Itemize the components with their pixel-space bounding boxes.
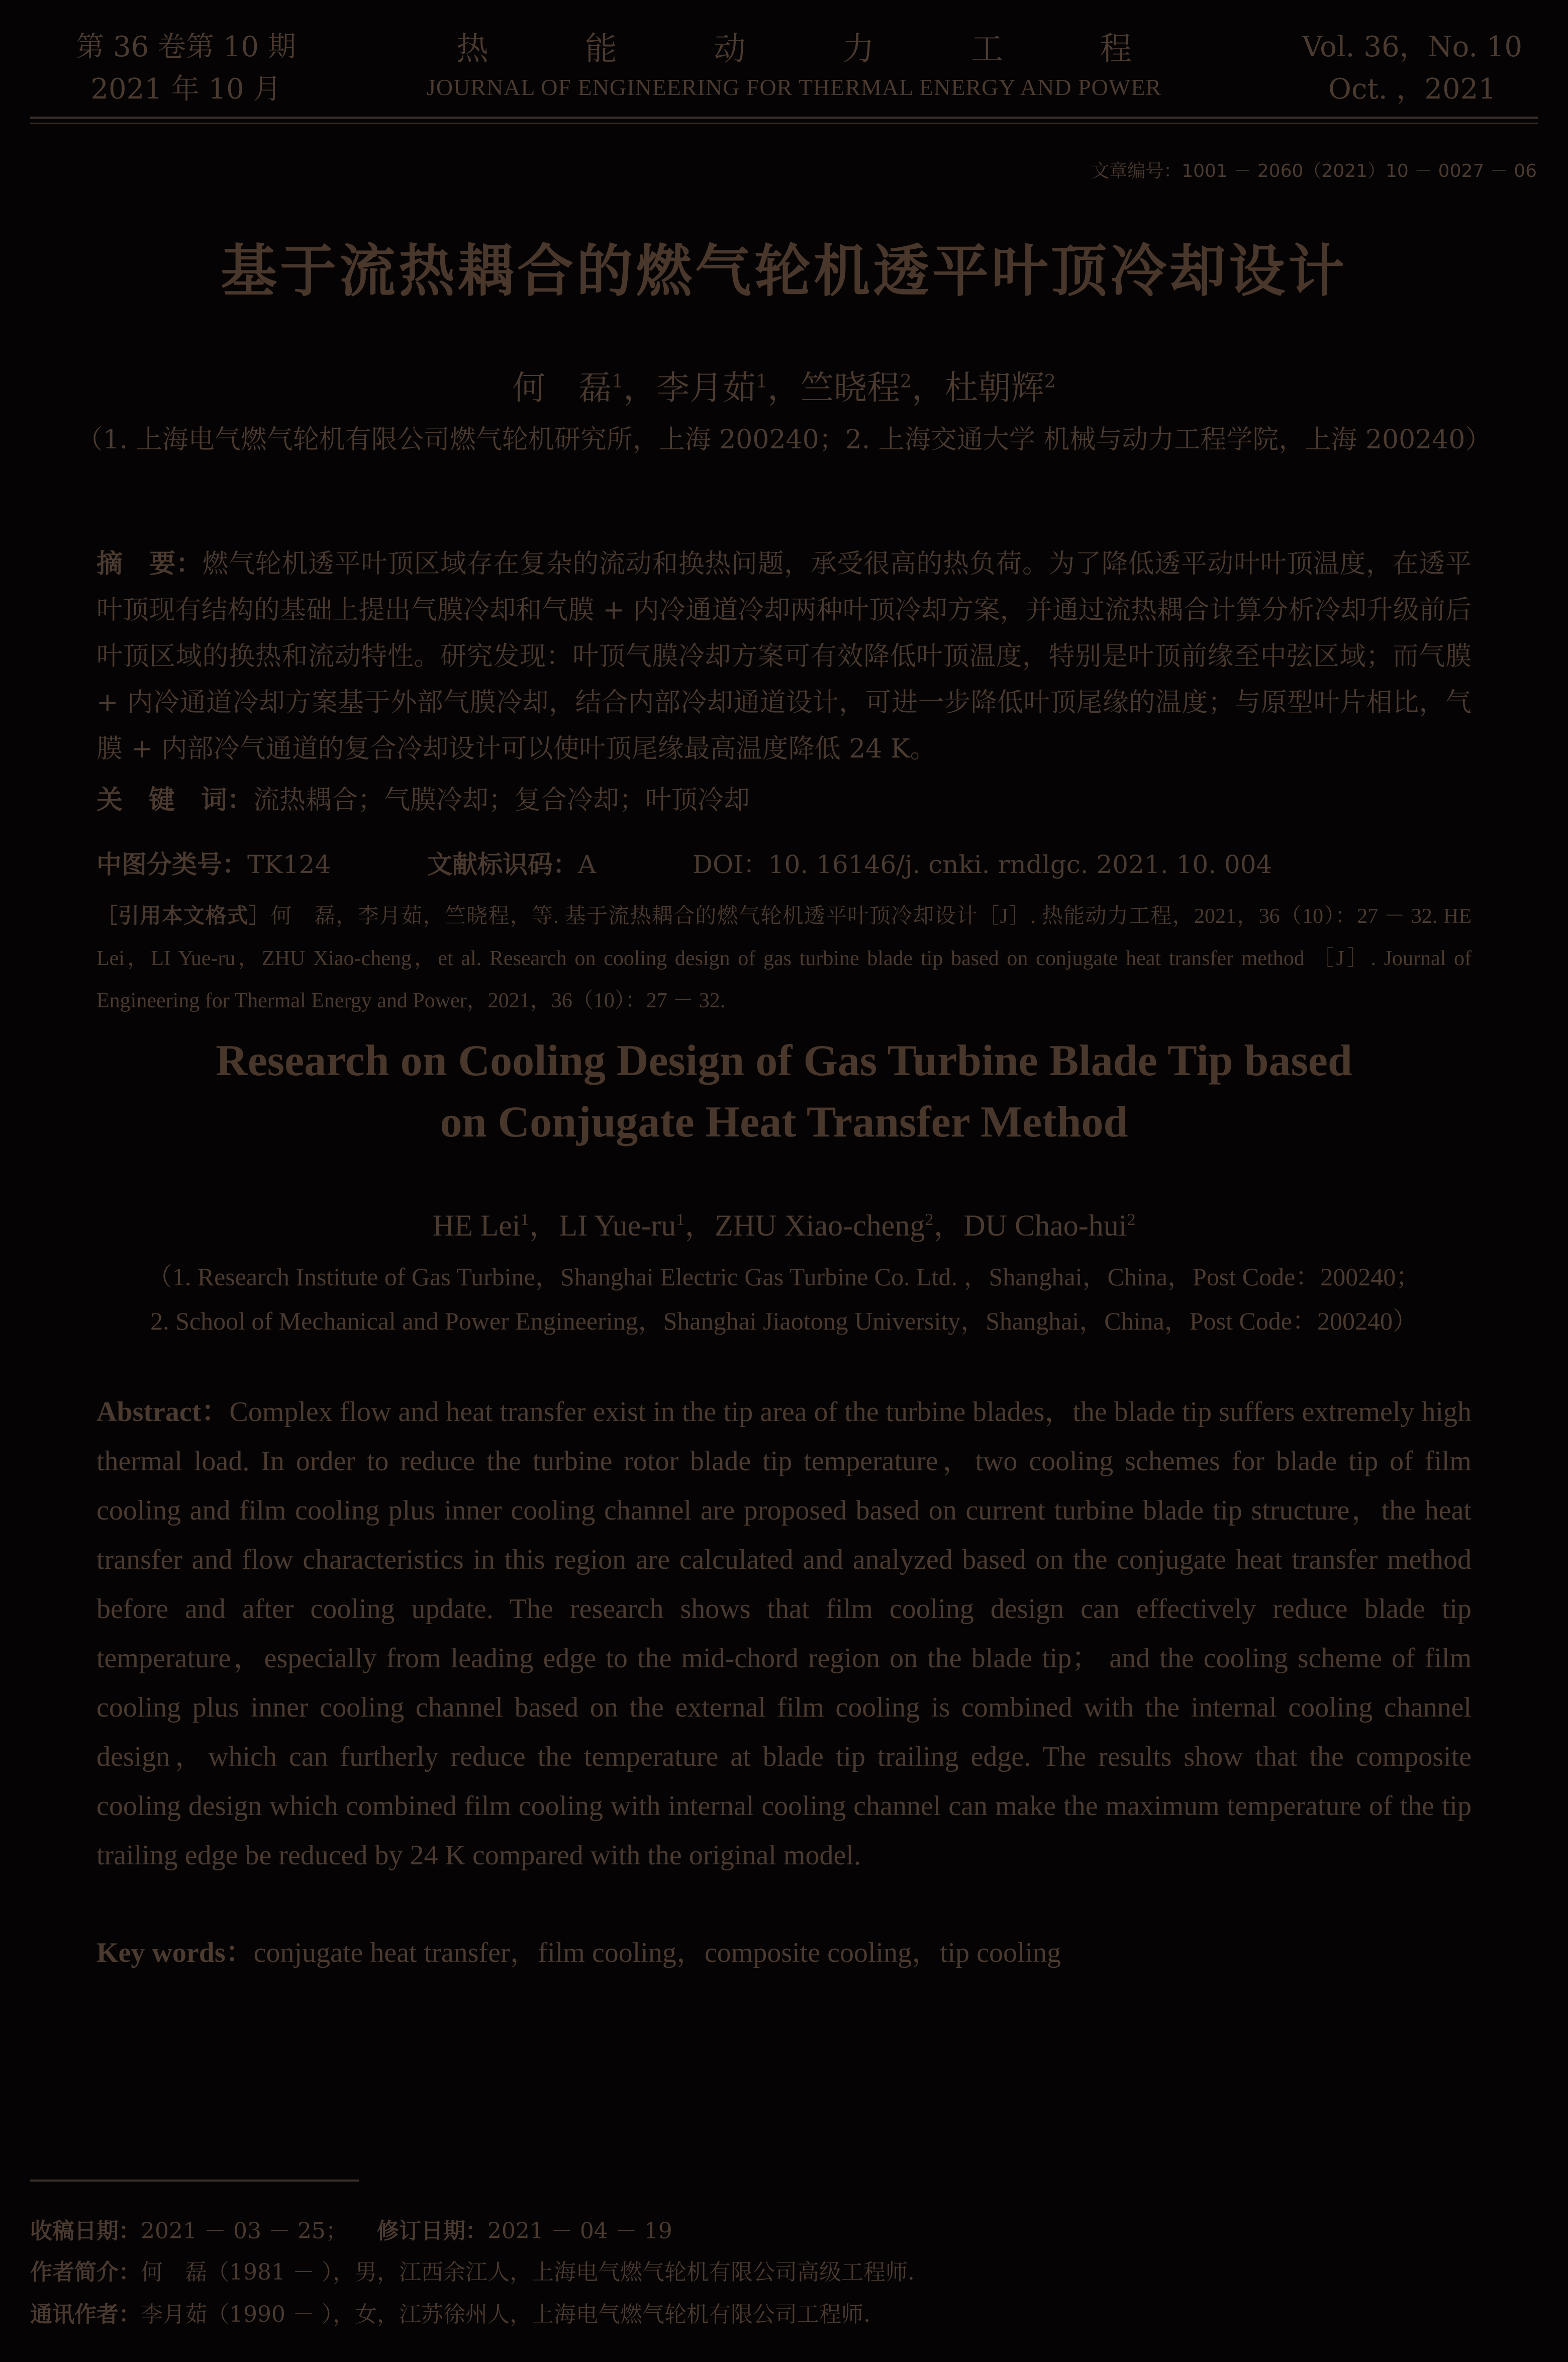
author-name-en: ZHU Xiao-cheng xyxy=(715,1209,925,1242)
citation-format xyxy=(96,895,1472,1022)
date-en: Oct. ，2021 xyxy=(1328,73,1496,106)
bio-text: 何 磊（1981 － ），男，江西余江人，上海电气燃气轮机有限公司高级工程师. xyxy=(141,2259,915,2285)
author-aff: 1 xyxy=(612,371,624,392)
author-aff: 2 xyxy=(1044,371,1056,392)
abstract-en-label: Abstract： xyxy=(96,1396,230,1428)
volume-issue-en: Vol. 36，No. 10 xyxy=(1302,31,1523,63)
footnote-dates xyxy=(30,2213,1538,2245)
affiliation-en-line1: （1. Research Institute of Gas Turbine，Shanghai Electric Gas Turbine Co. Ltd. ，Shanghai，China，Post Code：200240； xyxy=(147,1263,1421,1291)
doi: DOI：10. 16146/j. cnki. rndlgc. 2021. 10. 004 xyxy=(692,850,1272,879)
abstract-en xyxy=(96,1387,1472,1880)
author-aff-en: 1 xyxy=(520,1210,529,1229)
citation-label: ［引用本文格式］ xyxy=(96,903,271,928)
keywords-cn xyxy=(96,777,1472,823)
author-aff: 1 xyxy=(756,371,767,392)
author-aff-en: 1 xyxy=(676,1210,685,1229)
article-number: 文章编号：1001 － 2060（2021）10 － 0027 － 06 xyxy=(1091,161,1537,181)
revised-label: 修订日期： xyxy=(376,2218,487,2244)
author-aff-en: 2 xyxy=(1127,1210,1136,1229)
date-cn: 2021 年 10 月 xyxy=(90,73,281,106)
doc-code-value: A xyxy=(577,850,597,879)
journal-title-en: JOURNAL OF ENGINEERING FOR THERMAL ENERGY AND POWER xyxy=(426,74,1162,100)
author-list-en: HE Lei$^1$，LI Yue-$ru^1$，ZHU Xiao-cheng$^2$，DU Chao-hui$^2$ xyxy=(432,1209,1136,1242)
clc-value: TK124 xyxy=(247,850,331,879)
header-rule-top xyxy=(30,117,1538,119)
affiliation-cn: （1. 上海电气燃气轮机有限公司燃气轮机研究所，上海 200240；2. 上海交通大学 机械与动力工程学院，上海 200240） xyxy=(76,425,1492,455)
author-name-en: LI Yue-ru xyxy=(559,1209,676,1242)
volume-issue-cn: 第 36 卷第 10 期 xyxy=(76,31,296,63)
footnote-corresponding xyxy=(30,2296,1538,2328)
clc-label: 中图分类号： xyxy=(96,850,247,879)
keywords-en-text: conjugate heat transfer，film cooling，composite cooling，tip cooling xyxy=(253,1937,1061,1968)
abstract-cn-label: 摘 要： xyxy=(96,549,203,579)
keywords-en xyxy=(96,1928,1472,1977)
paper-title-cn: 基于流热耦合的燃气轮机透平叶顶冷却设计 xyxy=(221,239,1347,304)
paper-title-en xyxy=(0,1030,1568,1153)
footnote-rule xyxy=(30,2180,359,2182)
abstract-cn xyxy=(96,541,1472,772)
keywords-en-label: Key words： xyxy=(96,1937,254,1968)
paper-title-en-line2: on Conjugate Heat Transfer Method xyxy=(440,1098,1128,1147)
citation-text: 何 磊，李月茹，竺晓程，等. 基于流热耦合的燃气轮机透平叶顶冷却设计［J］. 热能动力工程，2021，36（10）：27 － 32. HE Lei，LI Yue-ru，ZHU Xiao-cheng，et al. Research on cooling design of gas turbine blade tip based on conjugate heat transfer method ［J］. Journal of Engineering for Thermal Energy and Power，2021，36（10）：27 － 32. xyxy=(96,905,1472,1012)
abstract-en-text: Complex flow and heat transfer exist in the tip area of the turbine blades，the blade tip suffers extremely high thermal load. In order to reduce the turbine rotor blade tip temperature，two cooling schemes for blade tip of film cooling and film cooling plus inner cooling channel are proposed based on current turbine blade tip structure，the heat transfer and flow characteristics in this region are calculated and analyzed based on the conjugate heat transfer method before and after cooling update. The research shows that film cooling design can effectively reduce blade tip temperature，especially from leading edge to the mid-chord region on the blade tip； and the cooling scheme of film cooling plus inner cooling channel based on the external film cooling is combined with the internal cooling channel design，which can furtherly reduce the temperature at blade tip trailing edge. The results show that the composite cooling design which combined film cooling with internal cooling channel can make the maximum temperature of the tip trailing edge be reduced by 24 K compared with the original model. xyxy=(96,1396,1472,1871)
doc-code-label: 文献标识码： xyxy=(427,850,578,879)
abstract-cn-text: 燃气轮机透平叶顶区域存在复杂的流动和换热问题，承受很高的热负荷。为了降低透平动叶叶顶温度，在透平叶顶现有结构的基础上提出气膜冷却和气膜 + 内冷通道冷却两种叶顶冷却方案，并通过流热耦合计算分析冷却升级前后叶顶区域的换热和流动特性。研究发现：叶顶气膜冷却方案可有效降低叶顶温度，特别是叶顶前缘至中弦区域；而气膜 + 内冷通道冷却方案基于外部气膜冷却，结合内部冷却通道设计，可进一步降低叶顶尾缘的温度；与原型叶片相比，气膜 + 内部冷气通道的复合冷却设计可以使叶顶尾缘最高温度降低 24 K。 xyxy=(96,549,1472,764)
author-name: 李月茹 xyxy=(656,368,756,407)
received-label: 收稿日期： xyxy=(30,2218,141,2244)
keywords-cn-text: 流热耦合；气膜冷却；复合冷却；叶顶冷却 xyxy=(253,785,750,815)
corresponding-label: 通讯作者： xyxy=(30,2302,141,2327)
received-date: 2021 － 03 － 25； xyxy=(141,2218,348,2244)
author-list-cn: 何 磊$^1$，李月茹$^1$，竺晓程$^2$，杜朝辉$^2$ xyxy=(512,368,1056,407)
classification-line xyxy=(96,844,1472,881)
affiliation-en xyxy=(0,1255,1568,1343)
affiliation-en-line2: 2. School of Mechanical and Power Engineering，Shanghai Jiaotong University，Shanghai，China，Post Code：200240） xyxy=(150,1307,1418,1335)
revised-date: 2021 － 04 － 19 xyxy=(487,2218,672,2244)
author-name: 杜朝辉 xyxy=(944,368,1044,407)
journal-title xyxy=(352,26,1236,103)
author-name: 何 磊 xyxy=(512,368,612,407)
author-aff-en: 2 xyxy=(925,1210,934,1229)
author-name-en: HE Lei xyxy=(432,1209,521,1242)
paper-title-en-line1: Research on Cooling Design of Gas Turbine Blade Tip based xyxy=(216,1036,1352,1085)
footnote-bio xyxy=(30,2254,1538,2286)
author-name-en: DU Chao-hui xyxy=(963,1209,1127,1242)
header-rule-bottom xyxy=(30,123,1538,124)
author-aff: 2 xyxy=(900,371,912,392)
keywords-cn-label: 关 键 词： xyxy=(96,785,254,815)
corresponding-text: 李月茹（1990 － ），女，江苏徐州人，上海电气燃气轮机有限公司工程师. xyxy=(141,2302,870,2327)
author-name: 竺晓程 xyxy=(801,368,900,407)
journal-title-cn: 热 能 动 力 工 程 xyxy=(456,31,1132,68)
bio-label: 作者简介： xyxy=(30,2259,141,2285)
